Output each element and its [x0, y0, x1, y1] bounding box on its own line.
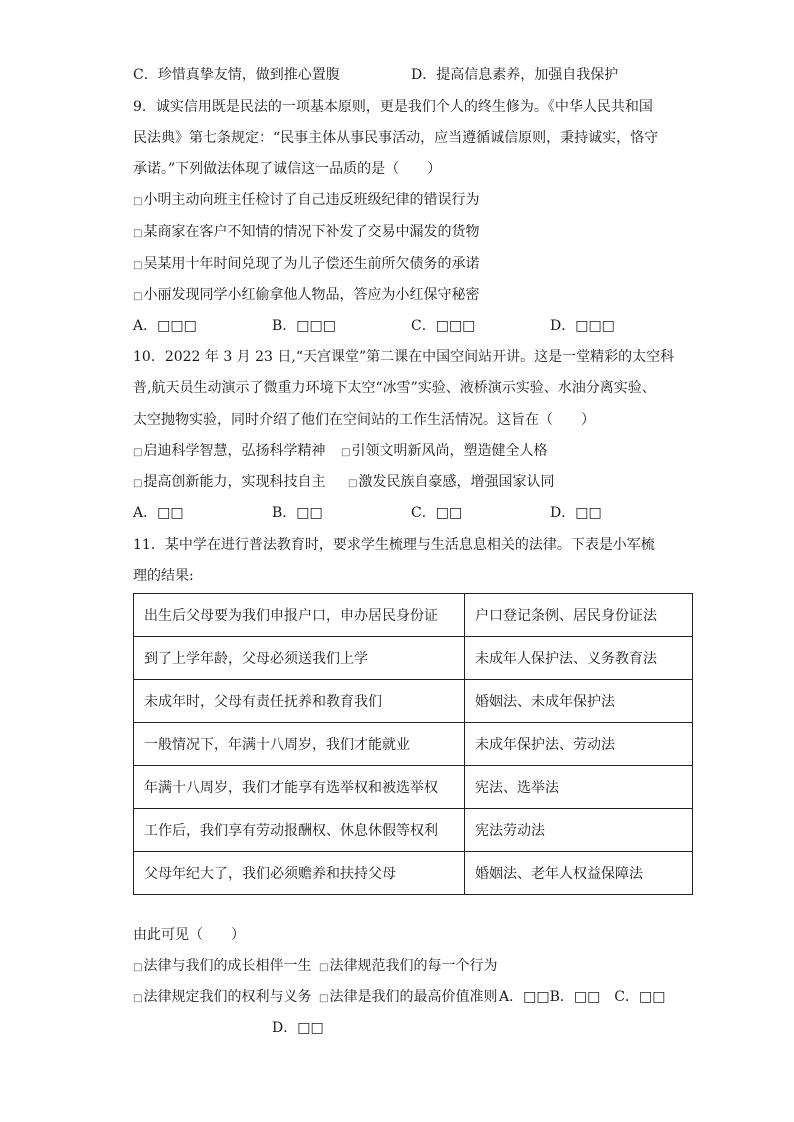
table-cell-situation: 一般情况下，年满十八周岁，我们才能就业 — [134, 723, 465, 766]
item-marker: □ — [133, 196, 143, 207]
table-cell-situation: 父母年纪大了，我们必须赡养和扶持父母 — [134, 852, 465, 895]
q11-item-1 — [133, 956, 311, 978]
item-marker: □ — [133, 478, 143, 489]
q9-option-b[interactable]: B．□□□ — [272, 318, 336, 334]
item-marker: □ — [133, 291, 143, 302]
table-row — [134, 680, 693, 723]
table-row — [134, 723, 693, 766]
table-cell-situation: 到了上学年龄，父母必须送我们上学 — [134, 637, 465, 680]
q10-item-3 — [133, 472, 325, 494]
q9-item-2-text: 某商家在客户不知情的情况下补发了交易中漏发的货物 — [143, 224, 480, 240]
q11-item-2-text: 法律规范我们的每一个行为 — [329, 958, 498, 974]
table-cell-law: 未成年保护法、劳动法 — [465, 723, 693, 766]
table-cell-situation: 工作后，我们享有劳动报酬权、休息休假等权利 — [134, 809, 465, 852]
table-cell-law: 宪法劳动法 — [465, 809, 693, 852]
q9-item-3 — [133, 254, 479, 276]
q10-option-a[interactable]: A．□□ — [133, 505, 184, 521]
q10-option-b[interactable]: B．□□ — [272, 505, 323, 521]
q9-stem-line-1: 9．诚实信用既是民法的一项基本原则，更是我们个人的终生修为。《中华人民共和国 — [133, 99, 653, 115]
item-marker: □ — [133, 228, 143, 239]
q9-item-2 — [133, 222, 479, 244]
q11-option-d[interactable]: D．□□ — [272, 1020, 324, 1036]
q11-item-3-text: 法律规定我们的权利与义务 — [143, 989, 312, 1005]
table-row — [134, 594, 693, 637]
q9-item-4-text: 小丽发现同学小红偷拿他人物品，答应为小红保守秘密 — [143, 287, 480, 303]
law-table — [133, 593, 693, 895]
q11-options-abc[interactable]: A．□□B．□□ C．□□ — [499, 989, 666, 1005]
q10-option-c[interactable]: C．□□ — [411, 505, 463, 521]
q10-item-4 — [348, 472, 554, 494]
table-cell-law: 未成年人保护法、义务教育法 — [465, 637, 693, 680]
q9-item-1 — [133, 190, 479, 212]
q10-item-2 — [341, 441, 547, 463]
q11-stem-line-1: 11．某中学在进行普法教育时，要求学生梳理与生活息息相关的法律。下表是小军梳 — [133, 537, 655, 553]
q11-item-4-text: 法律是我们的最高价值准则 — [329, 989, 498, 1005]
q9-item-3-text: 吴某用十年时间兑现了为儿子偿还生前所欠债务的承诺 — [143, 256, 480, 272]
q11-item-2 — [319, 956, 497, 978]
item-marker: □ — [133, 993, 143, 1004]
item-marker: □ — [133, 447, 143, 458]
q9-option-d[interactable]: D．□□□ — [550, 318, 615, 334]
item-marker: □ — [319, 962, 329, 973]
q9-item-1-text: 小明主动向班主任检讨了自己违反班级纪律的错误行为 — [143, 192, 480, 208]
q9-item-4 — [133, 285, 479, 307]
q10-item-4-text: 激发民族自豪感，增强国家认同 — [358, 474, 555, 490]
q9-option-c[interactable]: C．□□□ — [411, 318, 476, 334]
q11-item-1-text: 法律与我们的成长相伴一生 — [143, 958, 312, 974]
q11-item-4 — [319, 987, 497, 1009]
table-row — [134, 852, 693, 895]
table-cell-law: 婚姻法、老年人权益保障法 — [465, 852, 693, 895]
q8-option-d: D．提高信息素养，加强自我保护 — [411, 67, 619, 83]
q9-stem-line-3: 承诺。”下列做法体现了诚信这一品质的是（ ） — [133, 161, 442, 177]
item-marker: □ — [341, 447, 351, 458]
table-row — [134, 637, 693, 680]
q10-item-1-text: 启迪科学智慧，弘扬科学精神 — [143, 443, 326, 459]
table-cell-situation: 年满十八周岁，我们才能享有选举权和被选举权 — [134, 766, 465, 809]
table-cell-situation: 出生后父母要为我们申报户口，申办居民身份证 — [134, 594, 465, 637]
q11-item-3 — [133, 987, 311, 1009]
q10-item-3-text: 提高创新能力，实现科技自主 — [143, 474, 326, 490]
table-cell-law: 婚姻法、未成年保护法 — [465, 680, 693, 723]
q10-option-d[interactable]: D．□□ — [550, 505, 602, 521]
table-row — [134, 766, 693, 809]
q11-conclusion: 由此可见（ ） — [133, 927, 245, 943]
item-marker: □ — [133, 962, 143, 973]
q10-stem-line-3: 太空抛物实验，同时介绍了他们在空间站的工作生活情况。这旨在（ ） — [133, 412, 595, 428]
table-row — [134, 809, 693, 852]
q8-option-c: C．珍惜真挚友情，做到推心置腹 — [133, 67, 340, 83]
table-cell-law: 户口登记条例、居民身份证法 — [465, 594, 693, 637]
q9-stem-line-2: 民法典》第七条规定：“民事主体从事民事活动，应当遵循诚信原则，秉持诚实，恪守 — [133, 130, 659, 146]
q10-stem-line-1: 10．2022 年 3 月 23 日,“天宫课堂”第二课在中国空间站开讲。这是一堂精彩的太空科 — [133, 349, 675, 365]
table-cell-situation: 未成年时，父母有责任抚养和教育我们 — [134, 680, 465, 723]
q10-item-1 — [133, 441, 325, 463]
q9-option-a[interactable]: A．□□□ — [133, 318, 197, 334]
q10-item-2-text: 引领文明新风尚，塑造健全人格 — [351, 443, 548, 459]
table-cell-law: 宪法、选举法 — [465, 766, 693, 809]
q11-stem-line-2: 理的结果: — [133, 568, 194, 584]
item-marker: □ — [319, 993, 329, 1004]
q10-stem-line-2: 普,航天员生动演示了微重力环境下太空“冰雪”实验、液桥演示实验、水油分离实验、 — [133, 380, 656, 396]
item-marker: □ — [348, 478, 358, 489]
item-marker: □ — [133, 260, 143, 271]
